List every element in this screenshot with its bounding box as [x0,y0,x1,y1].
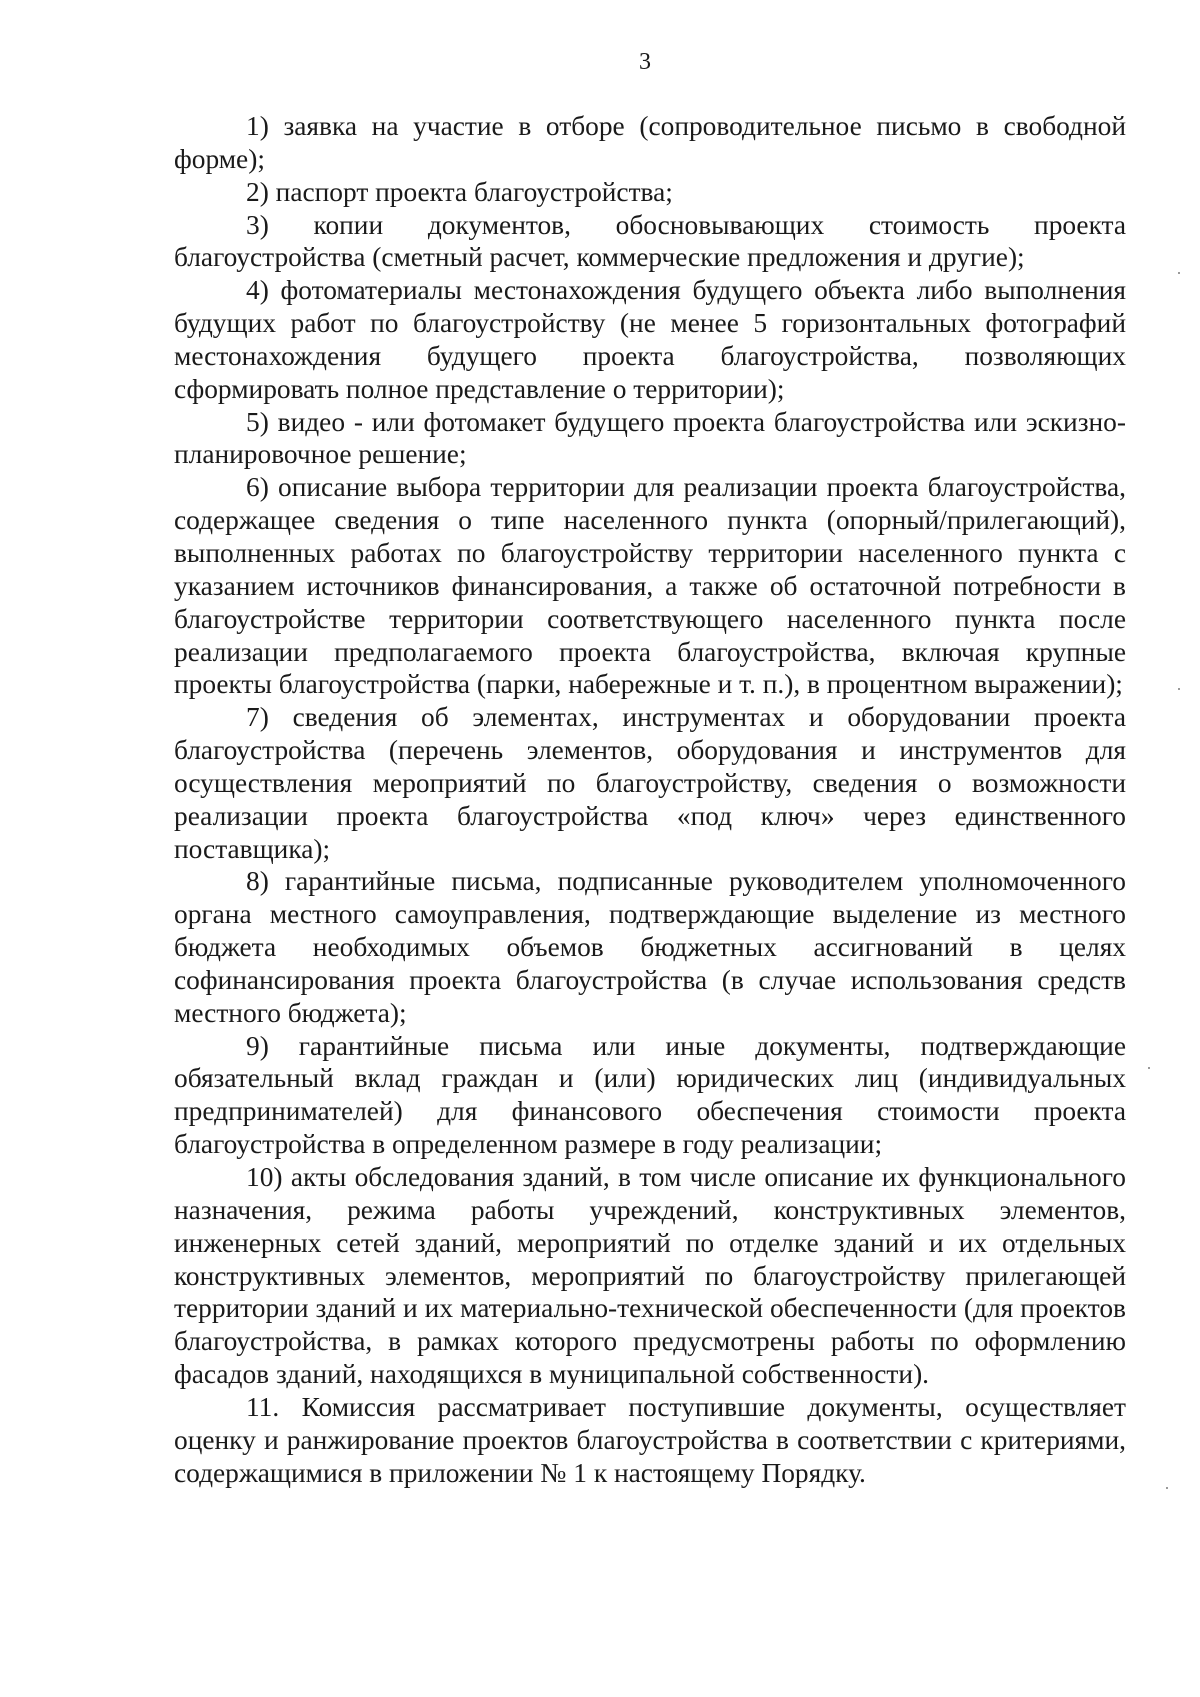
list-item-10-building-inspection: 10) акты обследования зданий, в том числе описание их функционального назначения, режима работы учреждений, конструктивных элементов, инженерных сетей зданий, мероприятий по отделке зданий и их отдельных конструктивных элементов, мероприятий по благоустройству прилегающей территории зданий и их материально-технической обеспеченности (для проектов благоустройства, в рамках которого предусмотрены работы по оформлению фасадов зданий, находящихся в муниципальной собственности). [174,1162,1126,1390]
list-item-4-photo-materials: 4) фотоматериалы местонахождения будущего объекта либо выполнения будущих работ по благоустройству (не менее 5 горизонтальных фотографий местонахождения будущего проекта благоустройства, позволяющих сформировать полное представление о территории); [174,275,1126,404]
list-item-1-application: 1) заявка на участие в отборе (сопроводительное письмо в свободной форме); [174,111,1126,174]
page-number: 3 [639,49,651,75]
document-body [174,110,1126,1489]
list-item-3-cost-documents: 3) копии документов, обосновывающих стоимость проекта благоустройства (сметный расчет, коммерческие предложения и другие); [174,209,1126,273]
list-item-6-territory-description: 6) описание выбора территории для реализации проекта благоустройства, содержащее сведения о типе населенного пункта (опорный/прилегающий), выполненных работах по благоустройству территории населенного пункта с указанием источников финансирования, а также об остаточной потребности в благоустройстве территории соответствующего населенного пункта после реализации предполагаемого проекта благоустройства, включая крупные проекты благоустройства (парки, набережные и т. п.), в процентном выражении); [174,472,1126,700]
list-item-2-project-passport: 2) паспорт проекта благоустройства; [246,176,673,207]
list-item-7-equipment-info: 7) сведения об элементах, инструментах и оборудовании проекта благоустройства (перечень элементов, оборудования и инструментов для осуществления мероприятий по благоустройству, сведения о возможности реализации проекта благоустройства «под ключ» через единственного поставщика); [174,702,1126,864]
list-item-5-video-mockup: 5) видео - или фотомакет будущего проекта благоустройства или эскизно-планировочное решение; [174,406,1126,470]
scan-speck [1178,272,1180,274]
list-item-8-guarantee-letters-local: 8) гарантийные письма, подписанные руководителем уполномоченного органа местного самоуправления, подтверждающие выделение из местного бюджета необходимых объемов бюджетных ассигнований в целях софинансирования проекта благоустройства (в случае использования средств местного бюджета); [174,866,1126,1028]
clause-11-commission-review: 11. Комиссия рассматривает поступившие документы, осуществляет оценку и ранжирование проектов благоустройства в соответствии с критериями, содержащимися в приложении № 1 к настоящему Порядку. [174,1391,1126,1488]
scan-speck [1178,688,1180,690]
list-item-9-guarantee-letters-citizens: 9) гарантийные письма или иные документы, подтверждающие обязательный вклад граждан и (или) юридических лиц (индивидуальных предпринимателей) для финансового обеспечения стоимости проекта благоустройства в определенном размере в году реализации; [174,1030,1126,1160]
scan-speck [1148,1067,1150,1069]
scan-speck [1166,1487,1168,1489]
